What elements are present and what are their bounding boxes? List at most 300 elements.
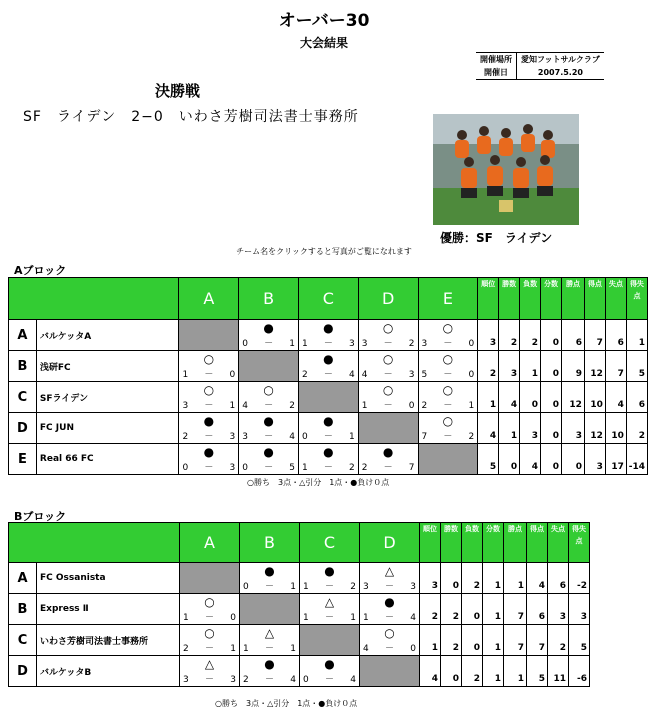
table-row	[9, 625, 590, 656]
score-for: 0	[242, 339, 248, 349]
match-score	[183, 675, 236, 686]
match-score	[363, 644, 416, 655]
score-against: 0	[229, 370, 236, 380]
score-dash: －	[204, 370, 214, 380]
stat-cell: 1	[420, 625, 441, 656]
team-name-link[interactable]: 浅研FC	[36, 351, 179, 382]
score-dash: －	[264, 339, 274, 349]
result-symbol: △	[324, 595, 335, 609]
stat-header: 負数	[520, 278, 541, 320]
stat-cell: 17	[605, 444, 626, 475]
score-dash: －	[264, 463, 274, 473]
stat-cell: 7	[584, 320, 605, 351]
result-symbol: ●	[263, 414, 274, 428]
stat-cell: -2	[569, 563, 590, 594]
stat-cell: 7	[504, 594, 527, 625]
match-cell	[300, 656, 360, 687]
score-dash: －	[324, 613, 334, 623]
score-for: 4	[363, 644, 369, 654]
match-score	[303, 675, 356, 686]
score-dash: －	[384, 582, 394, 592]
score-for: 2	[182, 432, 189, 442]
result-symbol: ●	[323, 414, 334, 428]
score-dash: －	[204, 675, 214, 685]
stat-cell: 2	[420, 594, 441, 625]
stat-cell: 7	[504, 625, 527, 656]
stat-cell: 10	[605, 413, 626, 444]
score-for: 5	[421, 370, 428, 380]
score-against: 1	[350, 613, 356, 623]
score-dash: －	[204, 463, 214, 473]
score-against: 4	[348, 370, 355, 380]
score-against: 0	[468, 339, 475, 349]
score-against: 3	[408, 370, 415, 380]
score-dash: －	[264, 582, 274, 592]
row-label: A	[9, 563, 37, 594]
match-score	[183, 644, 236, 655]
score-dash: －	[323, 339, 333, 349]
result-symbol: ○	[382, 321, 394, 335]
diagonal-cell	[240, 594, 300, 625]
score-for: 3	[421, 339, 428, 349]
match-score	[302, 370, 355, 381]
result-symbol: ●	[263, 445, 274, 459]
result-symbol: △	[264, 626, 275, 640]
page-subtitle: 大会結果	[299, 36, 348, 50]
match-cell	[240, 656, 300, 687]
match-cell	[360, 563, 420, 594]
score-for: 0	[243, 582, 249, 592]
match-score	[303, 613, 356, 624]
result-symbol: ○	[442, 321, 454, 335]
result-symbol: ○	[204, 595, 215, 609]
stat-cell: 1	[626, 320, 647, 351]
score-against: 5	[289, 463, 295, 473]
result-symbol: ●	[203, 445, 215, 459]
result-symbol: ●	[264, 564, 275, 578]
score-dash: －	[264, 401, 274, 411]
score-for: 3	[363, 582, 369, 592]
result-symbol: △	[384, 564, 395, 578]
row-label: B	[9, 351, 37, 382]
score-dash: －	[443, 432, 453, 442]
match-score	[422, 432, 475, 443]
stat-cell: 10	[584, 382, 605, 413]
stat-header: 負数	[462, 523, 483, 563]
stat-cell: 2	[548, 625, 569, 656]
score-against: 0	[468, 370, 475, 380]
team-photo-image	[433, 114, 579, 225]
score-against: 1	[468, 401, 475, 411]
stat-cell: 1	[483, 625, 504, 656]
score-for: 3	[242, 432, 248, 442]
stat-cell: 7	[605, 351, 626, 382]
diagonal-cell	[298, 382, 358, 413]
score-for: 3	[361, 339, 368, 349]
match-cell	[180, 625, 240, 656]
match-score	[302, 339, 355, 350]
match-cell	[239, 320, 299, 351]
score-for: 0	[242, 463, 248, 473]
score-dash: －	[443, 339, 453, 349]
stat-cell: 0	[441, 656, 462, 687]
match-score	[422, 339, 475, 350]
stat-cell: 3	[499, 351, 520, 382]
result-symbol: ●	[323, 321, 334, 335]
score-for: 1	[363, 613, 369, 623]
result-symbol: ○	[204, 626, 215, 640]
stat-cell: 1	[499, 413, 520, 444]
stat-cell: 2	[462, 656, 483, 687]
final-heading: 決勝戦	[155, 82, 201, 100]
column-header-a: A	[179, 278, 239, 320]
row-label: E	[9, 444, 37, 475]
score-against: 3	[410, 582, 416, 592]
score-for: 3	[182, 401, 189, 411]
result-symbol: ○	[442, 383, 454, 397]
match-score	[363, 582, 416, 593]
score-for: 2	[183, 644, 189, 654]
match-score	[362, 463, 415, 474]
stat-cell: 3	[562, 413, 585, 444]
stat-cell: 4	[420, 656, 441, 687]
table-row	[9, 382, 648, 413]
result-symbol: ○	[442, 414, 454, 428]
match-cell	[358, 382, 418, 413]
date-value: 2007.5.20	[517, 66, 604, 80]
stat-cell: 6	[562, 320, 585, 351]
match-score	[243, 582, 296, 593]
score-dash: －	[443, 401, 453, 411]
stat-cell: 0	[541, 413, 562, 444]
stat-cell: 0	[441, 563, 462, 594]
stat-cell: 4	[605, 382, 626, 413]
score-dash: －	[384, 613, 394, 623]
score-dash: －	[383, 339, 393, 349]
table-row	[9, 351, 648, 382]
stat-cell: 1	[478, 382, 499, 413]
stat-cell: 3	[420, 563, 441, 594]
stat-cell: 1	[483, 563, 504, 594]
match-cell	[358, 444, 418, 475]
match-score	[242, 432, 295, 443]
score-for: 1	[182, 370, 189, 380]
stat-cell: -6	[569, 656, 590, 687]
result-symbol: ●	[203, 414, 215, 428]
match-cell	[418, 413, 478, 444]
match-cell	[180, 656, 240, 687]
diagonal-cell	[180, 563, 240, 594]
match-score	[302, 463, 355, 474]
score-against: 1	[290, 644, 296, 654]
score-dash: －	[383, 463, 393, 473]
stat-cell: 3	[584, 444, 605, 475]
block-b-label: Bブロック	[14, 510, 67, 523]
column-header-c: C	[298, 278, 358, 320]
score-dash: －	[383, 370, 393, 380]
score-for: 1	[303, 582, 309, 592]
block-b-table	[8, 522, 590, 687]
team-name-link[interactable]: バルケッタA	[36, 320, 179, 351]
match-cell	[418, 320, 478, 351]
match-cell	[180, 594, 240, 625]
team-name-link[interactable]: Real 66 FC	[36, 444, 179, 475]
stat-header: 勝数	[499, 278, 520, 320]
stat-cell: 5	[626, 351, 647, 382]
score-dash: －	[204, 401, 214, 411]
match-cell	[360, 625, 420, 656]
stat-cell: 4	[499, 382, 520, 413]
match-cell	[179, 351, 239, 382]
score-for: 1	[303, 613, 309, 623]
score-against: 0	[408, 401, 415, 411]
stat-header: 分数	[541, 278, 562, 320]
team-name-link[interactable]: FC JUN	[36, 413, 179, 444]
stat-header: 得失点	[569, 523, 590, 563]
stat-cell: 3	[548, 594, 569, 625]
score-against: 1	[348, 432, 355, 442]
diagonal-cell	[179, 320, 239, 351]
score-for: 0	[182, 463, 189, 473]
table-row	[9, 594, 590, 625]
event-info-table	[476, 52, 604, 80]
match-score	[242, 401, 295, 412]
match-score	[182, 370, 235, 381]
stat-cell: 2	[626, 413, 647, 444]
match-cell	[179, 413, 239, 444]
match-score	[182, 401, 235, 412]
column-header-d: D	[360, 523, 420, 563]
stat-header: 勝点	[562, 278, 585, 320]
score-against: 2	[348, 463, 355, 473]
block-a-table	[8, 277, 648, 475]
stat-cell: 0	[541, 351, 562, 382]
stat-cell: 0	[541, 320, 562, 351]
team-name-link[interactable]: Express Ⅱ	[37, 594, 180, 625]
score-dash: －	[323, 370, 333, 380]
stat-cell: 6	[548, 563, 569, 594]
stat-header: 順位	[478, 278, 499, 320]
block-a-legend: ○勝ち 3点・△引分 1点・●負け０点	[247, 478, 390, 487]
score-against: 7	[408, 463, 415, 473]
block-b-legend: ○勝ち 3点・△引分 1点・●負け０点	[215, 699, 358, 708]
match-cell	[179, 444, 239, 475]
block-a-label: Aブロック	[14, 264, 67, 277]
stat-cell: 1	[504, 563, 527, 594]
result-symbol: ●	[384, 595, 395, 609]
score-for: 1	[361, 401, 368, 411]
result-symbol: ○	[263, 383, 274, 397]
score-against: 1	[229, 401, 236, 411]
result-symbol: ●	[323, 352, 334, 366]
stat-cell: 2	[499, 320, 520, 351]
match-score	[362, 370, 415, 381]
column-header-e: E	[418, 278, 478, 320]
row-label: C	[9, 625, 37, 656]
stat-cell: 9	[562, 351, 585, 382]
header-corner	[9, 523, 180, 563]
match-score	[243, 675, 296, 686]
score-for: 4	[361, 370, 368, 380]
stat-cell: 2	[441, 594, 462, 625]
stat-cell: 4	[527, 563, 548, 594]
match-score	[422, 401, 475, 412]
stat-header: 得失点	[626, 278, 647, 320]
result-symbol: ○	[442, 352, 454, 366]
match-cell	[360, 594, 420, 625]
score-dash: －	[443, 370, 453, 380]
result-symbol: ●	[264, 657, 275, 671]
team-name-link[interactable]: バルケッタB	[37, 656, 180, 687]
stat-header: 分数	[483, 523, 504, 563]
photo-note: チーム名をクリックすると写真がご覧になれます	[236, 247, 412, 256]
score-for: 1	[243, 644, 249, 654]
match-score	[422, 370, 475, 381]
match-score	[302, 432, 355, 443]
winner-caption: 優勝：SF ライデン	[440, 231, 553, 245]
score-dash: －	[264, 644, 274, 654]
result-symbol: ○	[384, 626, 395, 640]
score-against: 0	[230, 613, 236, 623]
team-name-link[interactable]: いわさ芳樹司法書士事務所	[37, 625, 180, 656]
score-for: 1	[301, 463, 308, 473]
stat-cell: 12	[584, 413, 605, 444]
score-for: 2	[301, 370, 308, 380]
score-dash: －	[383, 401, 393, 411]
stat-cell: 4	[478, 413, 499, 444]
match-score	[182, 463, 235, 474]
column-header-d: D	[358, 278, 418, 320]
header-corner	[9, 278, 179, 320]
stat-cell: 3	[520, 413, 541, 444]
score-dash: －	[204, 432, 214, 442]
score-against: 3	[230, 675, 236, 685]
stat-cell: 0	[562, 444, 585, 475]
stat-cell: 7	[527, 625, 548, 656]
match-score	[183, 613, 236, 624]
score-against: 4	[410, 613, 416, 623]
match-cell	[298, 444, 358, 475]
result-symbol: ●	[323, 445, 334, 459]
final-result: SF ライデン 2−0 いわさ芳樹司法書士事務所	[23, 109, 359, 125]
match-score	[242, 463, 295, 474]
score-against: 1	[289, 339, 295, 349]
table-row	[9, 656, 590, 687]
match-cell	[298, 413, 358, 444]
stat-cell: 0	[499, 444, 520, 475]
stat-cell: 1	[504, 656, 527, 687]
winner-team-photo	[433, 114, 579, 225]
stat-cell: -14	[626, 444, 647, 475]
match-cell	[418, 351, 478, 382]
stat-cell: 0	[541, 444, 562, 475]
match-cell	[300, 563, 360, 594]
score-against: 2	[408, 339, 415, 349]
score-for: 0	[303, 675, 309, 685]
result-symbol: ●	[324, 657, 335, 671]
stat-header: 得点	[584, 278, 605, 320]
match-cell	[179, 382, 239, 413]
match-cell	[298, 320, 358, 351]
score-against: 3	[229, 463, 236, 473]
stat-header: 勝数	[441, 523, 462, 563]
score-against: 0	[410, 644, 416, 654]
match-cell	[418, 382, 478, 413]
column-header-a: A	[180, 523, 240, 563]
diagonal-cell	[358, 413, 418, 444]
date-label: 開催日	[476, 66, 517, 80]
result-symbol: ●	[324, 564, 335, 578]
stat-cell: 0	[520, 382, 541, 413]
team-name-link[interactable]: FC Ossanista	[37, 563, 180, 594]
stat-cell: 5	[569, 625, 590, 656]
row-label: B	[9, 594, 37, 625]
stat-header: 順位	[420, 523, 441, 563]
match-score	[363, 613, 416, 624]
score-dash: －	[324, 675, 334, 685]
table-row	[9, 413, 648, 444]
stat-cell: 5	[527, 656, 548, 687]
score-for: 2	[421, 401, 428, 411]
stat-cell: 1	[520, 351, 541, 382]
score-for: 0	[301, 432, 308, 442]
score-against: 2	[350, 582, 356, 592]
column-header-b: B	[239, 278, 299, 320]
stat-cell: 0	[462, 594, 483, 625]
result-symbol: ○	[203, 352, 215, 366]
score-for: 3	[183, 675, 189, 685]
score-for: 2	[361, 463, 368, 473]
row-label: D	[9, 656, 37, 687]
stat-cell: 4	[520, 444, 541, 475]
stat-cell: 1	[483, 656, 504, 687]
result-symbol: ○	[382, 383, 394, 397]
stat-header: 失点	[548, 523, 569, 563]
diagonal-cell	[239, 351, 299, 382]
match-score	[362, 401, 415, 412]
match-score	[303, 582, 356, 593]
stat-cell: 6	[605, 320, 626, 351]
team-name-link[interactable]: SFライデン	[36, 382, 179, 413]
match-score	[362, 339, 415, 350]
column-header-c: C	[300, 523, 360, 563]
match-score	[243, 644, 296, 655]
row-label: C	[9, 382, 37, 413]
venue-label: 開催場所	[476, 53, 517, 67]
match-cell	[358, 351, 418, 382]
match-cell	[239, 444, 299, 475]
score-dash: －	[264, 675, 274, 685]
match-cell	[358, 320, 418, 351]
table-row	[9, 563, 590, 594]
score-dash: －	[323, 463, 333, 473]
match-cell	[298, 351, 358, 382]
match-cell	[240, 563, 300, 594]
result-symbol: ●	[382, 445, 394, 459]
stat-cell: 12	[584, 351, 605, 382]
score-against: 3	[348, 339, 355, 349]
score-for: 7	[421, 432, 428, 442]
score-against: 2	[289, 401, 295, 411]
stat-cell: 11	[548, 656, 569, 687]
score-for: 2	[243, 675, 249, 685]
row-label: A	[9, 320, 37, 351]
row-label: D	[9, 413, 37, 444]
score-against: 4	[350, 675, 356, 685]
result-symbol: ●	[263, 321, 274, 335]
header-row	[9, 278, 648, 320]
stat-cell: 2	[462, 563, 483, 594]
